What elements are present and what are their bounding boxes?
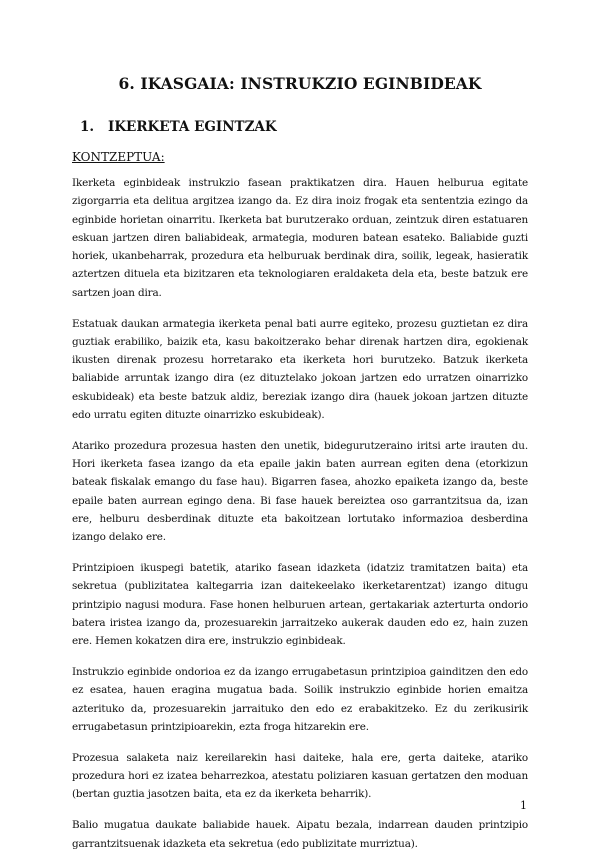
paragraph-4: Printzipioen ikuspegi batetik, atariko fasean idazketa (idatziz tramitatzen baita) eta sekretua (publizitatea kaltegarria izan daitekeelako ikerketarentzat) izango ditugu printzipio nagusi modura. Fase honen helburuen artean, gertakariak azterturta ondorio batera iristea izango da, prozesuarekin jarraitzeko aukerak dauden edo ez, hain zuzen ere. Hemen kokatzen dira ere, instrukzio eginbideak. xyxy=(72,562,528,648)
page-number: 1 xyxy=(520,799,527,812)
paragraph-5: Instrukzio eginbide ondorioa ez da izango errugabetasun printzipioa gainditzen den edo ez esatea, hauen eragina mugatua bada. Soilik instrukzio eginbide horien emaitza azterituko da, prozesuarekin jarraituko den edo ez erabakitzeko. Ez du zerikusirik errugabetasun printzipioarekin, ezta froga hitzarekin ere. xyxy=(72,666,528,734)
paragraph-7: Balio mugatua daukate baliabide hauek. Aipatu bezala, indarrean dauden printzipio garrantzitsuenak idazketa eta sekretua (edo publizitate murriztua). xyxy=(72,819,528,850)
paragraph-1: Ikerketa eginbideak instrukzio fasean praktikatzen dira. Hauen helburua egitate zigorgarria eta delitua argitzea izango da. Ez dira inoiz frogak eta sententzia ezingo da eginbide horietan oinarritu. Ikerketa bat burutzerako orduan, zeintzuk diren estatuaren eskuan jartzen diren baliabideak, armategia, moduren batean esateko. Baliabide guzti horiek, ukanbeharrak, prozedura eta helburuak berdinak dira, soilik, legeak, hasieratik aztertzen dituela eta bizitzaren eta teknologiaren eraldaketa dela eta, beste batzuk ere sartzen joan dira. xyxy=(72,177,528,299)
paragraph-3: Atariko prozedura prozesua hasten den unetik, bidegurutzeraino iritsi arte irauten du. Hori ikerketa fasea izango da eta epaile jakin baten aurrean egiten dena (etorkizun bateak fiskalak emango du fase hau). Bigarren fasea, ahozko epaiketa izango da, beste epaile baten aurrean egingo dena. Bi fase hauek bereiztea oso garrantzitsua da, izan ere, helburu desberdinak dituzte eta bakoitzean lortutako informazioa desberdina izango delako ere. xyxy=(72,439,528,544)
body-text xyxy=(72,174,528,865)
subheading: KONTZEPTUA: xyxy=(72,150,165,164)
document-title: 6. IKASGAIA: INSTRUKZIO EGINBIDEAK xyxy=(118,74,482,93)
section-heading xyxy=(80,119,277,135)
paragraph-6: Prozesua salaketa naiz kereilarekin hasi daiteke, hala ere, gerta daiteke, atariko prozedura hori ez izatea beharrezkoa, atestatu poliziaren kasuan gertatzen den moduan (bertan guztia jasotzen baita, eta ez da ikerketa beharrik). xyxy=(72,751,528,801)
paragraph-2: Estatuak daukan armategia ikerketa penal bati aurre egiteko, prozesu guztietan ez dira guztiak erabiliko, baizik eta, kasu bakoitzerako behar direnak hartzen dira, egokienak ikusten direnak prozesu horretarako eta ikerketa hori burutzeko. Batzuk ikerketa baliabide arruntak izango dira (ez dituztelako jokoan jartzen edo urratzen oinarrizko eskubideak) eta beste batzuk aldiz, bereziak izango dira (hauek jokoan jartzen dituzte edo urratu egiten dituzte oinarrizko eskubideak). xyxy=(72,317,528,422)
section-title: IKERKETA EGINTZAK xyxy=(108,119,277,135)
section-number: 1. xyxy=(80,119,95,135)
